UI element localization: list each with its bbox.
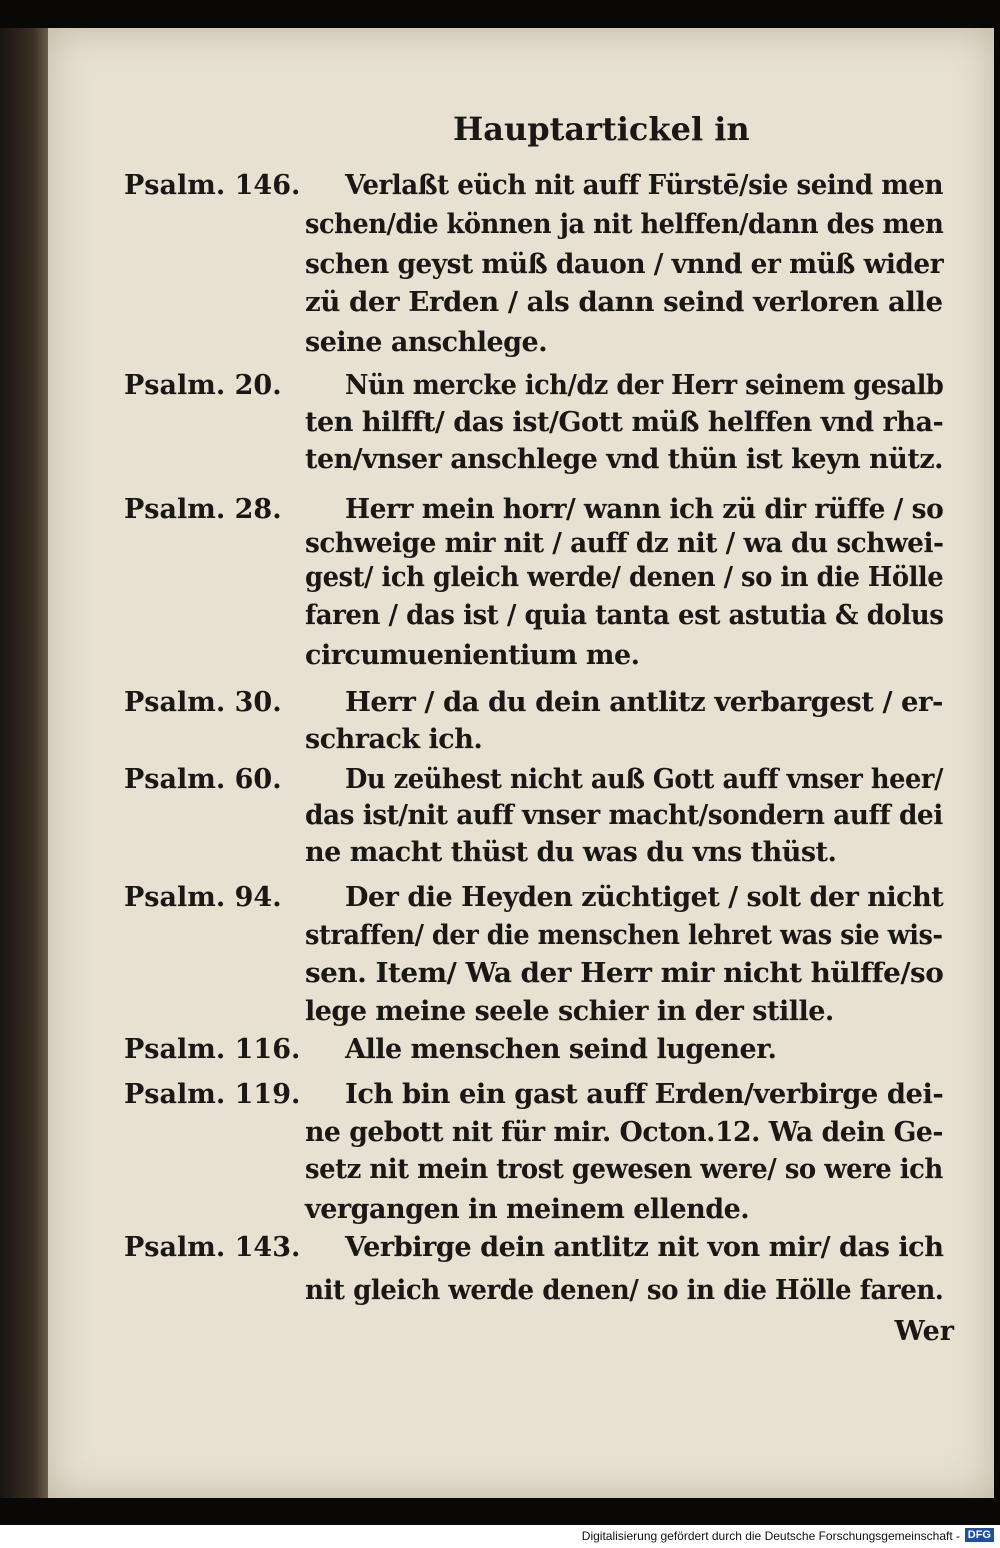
book-page: [48, 28, 994, 1498]
text-line: Der die Heyden züchtiget / solt der nicht: [345, 882, 944, 913]
text-line: Du zeühest nicht auß Gott auff vnser heer/: [345, 764, 943, 795]
psalm-reference: Psalm. 146.: [124, 170, 301, 201]
text-line: ten/vnser anschlege vnd thün ist keyn nütz.: [305, 444, 944, 475]
psalm-reference: Psalm. 28.: [124, 494, 282, 525]
text-line: Verbirge dein antlitz nit von mir/ das ich: [345, 1232, 944, 1263]
psalm-reference: Psalm. 30.: [124, 687, 282, 718]
text-line: seine anschlege.: [305, 327, 548, 358]
text-line: sen. Item/ Wa der Herr mir nicht hülffe/so: [305, 958, 944, 989]
text-line: lege meine seele schier in der stille.: [305, 996, 834, 1027]
psalm-reference: Psalm. 116.: [124, 1034, 301, 1065]
text-line: schrack ich.: [305, 724, 483, 755]
text-line: vergangen in meinem ellende.: [305, 1194, 750, 1225]
text-line: Verlaßt eüch nit auff Fürstē/sie seind men: [345, 170, 944, 201]
text-line: Herr / da du dein antlitz verbargest / er-: [345, 687, 943, 718]
text-line: gest/ ich gleich werde/ denen / so in die Hölle: [305, 562, 944, 593]
text-line: Herr mein horr/ wann ich zü dir rüffe / so: [345, 494, 944, 525]
text-line: nit gleich werde denen/ so in die Hölle faren.: [305, 1275, 944, 1306]
text-line: Alle menschen seind lugener.: [345, 1034, 777, 1065]
running-header: Hauptartickel in: [453, 110, 750, 148]
psalm-reference: Psalm. 20.: [124, 370, 282, 401]
text-line: circumuenientium me.: [305, 640, 640, 671]
text-line: das ist/nit auff vnser macht/sondern auff dei: [305, 800, 943, 831]
footer: [0, 1525, 1000, 1548]
psalm-reference: Psalm. 119.: [124, 1079, 301, 1110]
text-line: Ich bin ein gast auff Erden/verbirge dei-: [345, 1079, 944, 1110]
text-line: zü der Erden / als dann seind verloren alle: [305, 287, 943, 318]
text-line: ne macht thüst du was du vns thüst.: [305, 837, 837, 868]
text-line: Nün mercke ich/dz der Herr seinem gesalb: [345, 370, 944, 401]
psalm-reference: Psalm. 143.: [124, 1232, 301, 1263]
text-line: ten hilfft/ das ist/Gott müß helffen vnd rha-: [305, 407, 944, 438]
dfg-logo: DFG: [965, 1528, 994, 1542]
text-line: setz nit mein trost gewesen were/ so were ich: [305, 1154, 943, 1185]
text-line: schweige mir nit / auff dz nit / wa du schwei-: [305, 528, 944, 559]
catchword: Wer: [894, 1316, 954, 1347]
psalm-reference: Psalm. 60.: [124, 764, 282, 795]
funding-notice: Digitalisierung gefördert durch die Deutsche Forschungsgemeinschaft -: [581, 1529, 960, 1543]
text-line: schen/die können ja nit helffen/dann des men: [305, 209, 944, 240]
book-spine: [0, 28, 48, 1498]
psalm-reference: Psalm. 94.: [124, 882, 282, 913]
text-line: straffen/ der die menschen lehret was sie wis-: [305, 920, 943, 951]
text-line: schen geyst müß dauon / vnnd er müß wider: [305, 249, 944, 280]
text-line: ne gebott nit für mir. Octon.12. Wa dein Ge-: [305, 1117, 943, 1148]
text-line: faren / das ist / quia tanta est astutia & dolus: [305, 600, 944, 631]
